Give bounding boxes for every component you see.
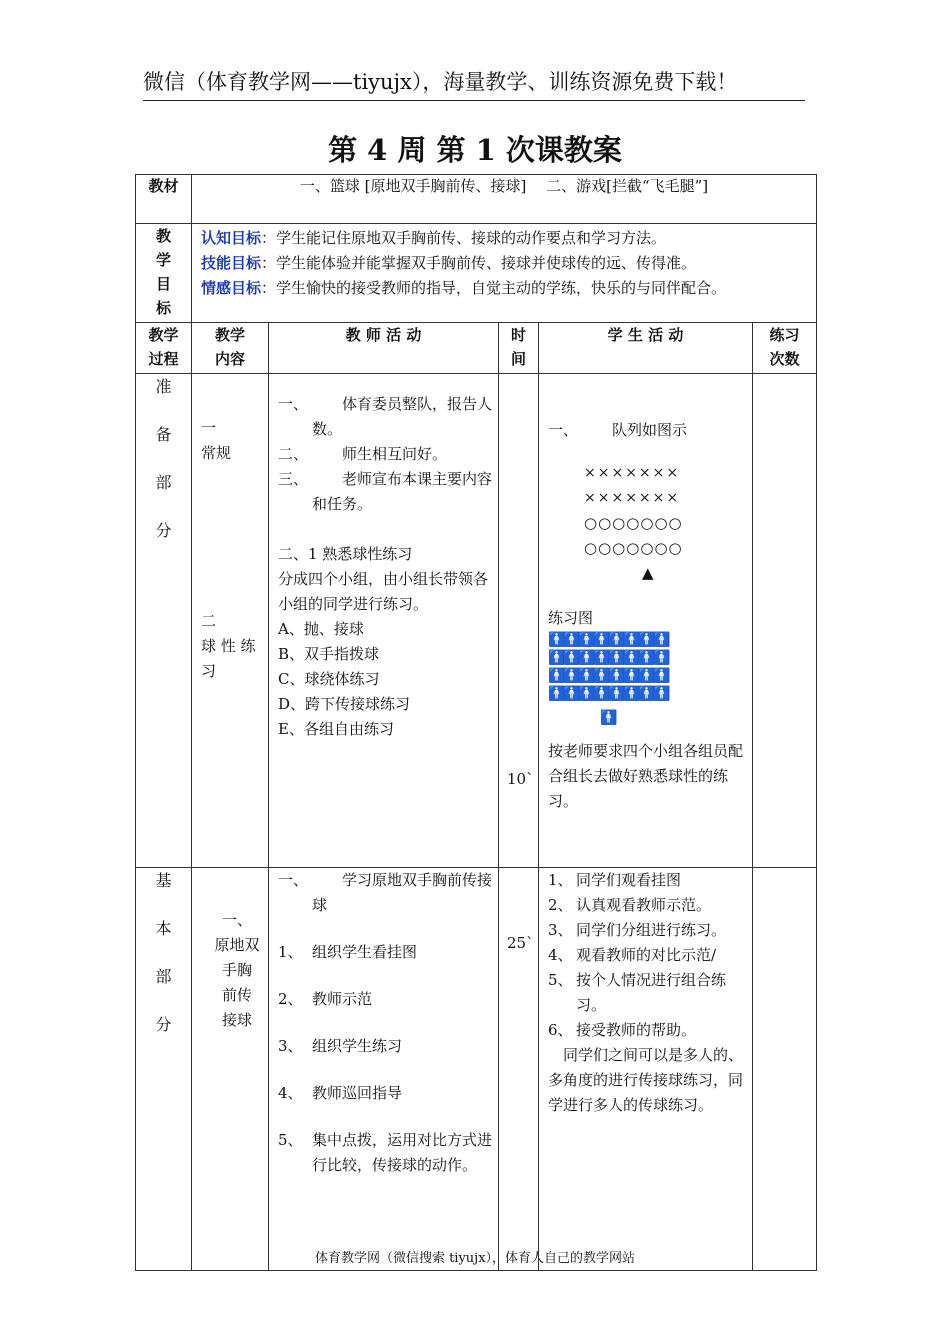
- goals-label-char: 教: [155, 227, 171, 245]
- basic-content-text: 接球: [221, 1011, 252, 1029]
- item-text: 体育委员整队，报告人数。: [312, 395, 493, 438]
- prep-label-char: 部: [155, 473, 172, 492]
- header-text: 教学: [148, 326, 179, 344]
- person-icon-blue: 🚹: [563, 686, 581, 702]
- person-icon-blue: 🚹: [653, 686, 671, 702]
- person-icon-red: 🚹: [638, 650, 656, 666]
- cognitive-goal: [192, 224, 816, 251]
- item-text: 教师示范: [312, 990, 373, 1008]
- basic-count: [753, 868, 817, 1271]
- list-item: [278, 987, 492, 1012]
- prep-time: [499, 374, 539, 868]
- header-student: 学 生 活 动: [539, 323, 753, 374]
- person-icon-blue: 🚹: [578, 668, 596, 684]
- basic-content-text: 前传: [221, 986, 252, 1004]
- basic-student-note: 同学们之间可以是多人的、多角度的进行传接球练习，同学进行多人的传球练习。: [548, 1046, 744, 1114]
- header-content: [192, 323, 269, 374]
- item-text: 学习原地双手胸前传接球: [312, 871, 493, 914]
- person-icon-red: 🚹: [653, 650, 671, 666]
- prep-count: [753, 374, 817, 868]
- drill-item: C、球绕体练习: [278, 670, 380, 688]
- drill-description: 分成四个小组，由小组长带领各小组的同学进行练习。: [278, 570, 489, 613]
- prep-content-text: 二: [201, 612, 217, 630]
- list-item: [548, 943, 746, 968]
- drill-title: 二、1 熟悉球性练习: [278, 545, 413, 563]
- item-number: 3、: [278, 1037, 303, 1055]
- header-teacher: 教 师 活 动: [269, 323, 499, 374]
- header-count: [753, 323, 817, 374]
- prep-time-value: 10`: [507, 770, 534, 788]
- item-number: 1、: [278, 943, 303, 961]
- cognitive-goal-label: 认知目标: [201, 229, 262, 247]
- header-text: 教学: [214, 326, 245, 344]
- person-icon-red: 🚹: [608, 650, 626, 666]
- prep-content-text: 一: [201, 419, 217, 437]
- item-text: 组织学生练习: [312, 1037, 403, 1055]
- person-icon-red: 🚹: [623, 632, 641, 648]
- goals-row: [136, 224, 817, 323]
- person-icon-blue: 🚹: [623, 668, 641, 684]
- list-item: [548, 868, 746, 893]
- prep-content-text: 常规: [201, 444, 232, 462]
- prep-student-note: 按老师要求四个小组各组员配合组长去做好熟悉球性的练习。: [548, 742, 744, 810]
- goals-label-char: 学: [155, 251, 171, 269]
- prep-content: [192, 374, 269, 868]
- list-item: [548, 1018, 746, 1043]
- person-icon-blue: 🚹: [563, 668, 581, 684]
- formation-row: ○○○○○○○: [584, 539, 683, 557]
- basic-content-text: 原地双: [214, 936, 260, 954]
- header-note: 微信（体育教学网——tiyujx），海量教学、训练资源免费下载！: [143, 66, 805, 101]
- basic-label-char: 本: [155, 919, 172, 938]
- material-label: 教材: [136, 175, 192, 224]
- item-text: 认真观看教师示范。: [576, 896, 712, 914]
- person-icon-red: 🚹: [623, 650, 641, 666]
- person-icon-red: 🚹: [548, 632, 566, 648]
- person-icon-blue: 🚹: [653, 668, 671, 684]
- person-icon-blue: 🚹: [608, 668, 626, 684]
- item-text: 组织学生看挂图: [312, 943, 418, 961]
- item-text: 集中点拨，运用对比方式进行比较，传接球的动作。: [312, 1131, 493, 1174]
- item-number: 5、: [278, 1131, 303, 1149]
- person-icon-red: 🚹: [578, 632, 596, 648]
- item-text: 按个人情况进行组合练习。: [576, 971, 727, 1014]
- prep-student: [539, 374, 753, 868]
- prep-content-text: 球 性 练: [201, 637, 256, 655]
- basic-label-char: 部: [155, 967, 172, 986]
- prep-row: [136, 374, 817, 868]
- item-text: 教师巡回指导: [312, 1084, 403, 1102]
- list-item: [278, 1128, 492, 1178]
- prep-content-text: 习: [201, 662, 217, 680]
- prep-label: [136, 374, 192, 868]
- person-icon-red: 🚹: [548, 650, 566, 666]
- header-time: [499, 323, 539, 374]
- person-icon-red: 🚹: [563, 632, 581, 648]
- item-number: 一、: [278, 871, 309, 889]
- figure-row-red: [548, 649, 752, 667]
- person-icon-red: 🚹: [638, 632, 656, 648]
- cognitive-goal-text: ：学生能记住原地双手胸前传、接球的动作要点和学习方法。: [261, 229, 667, 247]
- item-text: 观看教师的对比示范/: [576, 946, 717, 964]
- material-content: 一、篮球 [原地双手胸前传、接球] 二、游戏[拦截“飞毛腿”]: [192, 175, 817, 224]
- page-title: 第 4 周 第 1 次课教案: [328, 133, 622, 167]
- header-process: [136, 323, 192, 374]
- emotion-goal: [192, 276, 816, 301]
- person-icon-red: 🚹: [578, 650, 596, 666]
- figure-row-blue: [548, 667, 752, 685]
- basic-student: [539, 868, 753, 1271]
- header-text: 时: [510, 326, 526, 344]
- list-item: [548, 893, 746, 918]
- skill-goal: [192, 251, 816, 276]
- formation-caption: [548, 418, 752, 443]
- person-icon-red: 🚹: [563, 650, 581, 666]
- lesson-plan-table: [135, 174, 817, 1271]
- list-item: [278, 940, 492, 965]
- goals-content: [192, 224, 817, 323]
- list-item: [278, 467, 492, 517]
- item-number: 一、: [548, 421, 579, 439]
- item-number: 二、: [278, 445, 309, 463]
- drill-item: A、抛、接球: [278, 620, 364, 638]
- prep-teacher: [269, 374, 499, 868]
- prep-label-char: 备: [155, 425, 172, 444]
- basic-label-char: 基: [155, 871, 172, 890]
- goals-label: [136, 224, 192, 323]
- basic-content-text: 手胸: [221, 961, 252, 979]
- person-icon-red: 🚹: [593, 650, 611, 666]
- figure-row-blue: [548, 685, 752, 703]
- basic-time: [499, 868, 539, 1271]
- basic-time-value: 25`: [507, 934, 534, 952]
- person-icon-blue: 🚹: [548, 668, 566, 684]
- emotion-goal-label: 情感目标: [201, 279, 262, 297]
- list-item: [278, 442, 492, 467]
- item-number: 6、: [548, 1021, 573, 1039]
- drill-item: D、跨下传接球练习: [278, 695, 411, 713]
- drill-item: B、双手指拨球: [278, 645, 380, 663]
- header-text: 过程: [148, 350, 179, 368]
- item-number: 三、: [278, 470, 309, 488]
- basic-teacher: [269, 868, 499, 1271]
- material-row: [136, 175, 817, 224]
- list-item: [548, 968, 746, 1018]
- item-text: 同学们观看挂图: [576, 871, 682, 889]
- basic-content-text: 一、: [221, 911, 252, 929]
- item-number: 4、: [548, 946, 573, 964]
- person-icon-blue: 🚹: [593, 668, 611, 684]
- item-number: 2、: [548, 896, 573, 914]
- list-item: [548, 918, 746, 943]
- formation-row: ×××××××: [584, 490, 681, 506]
- item-text: 老师宣布本课主要内容和任务。: [312, 470, 493, 513]
- drill-item: E、各组自由练习: [278, 720, 394, 738]
- header-row: [136, 323, 817, 374]
- basic-label: [136, 868, 192, 1271]
- person-icon-brown: 🚹: [600, 710, 618, 726]
- person-icon-red: 🚹: [593, 632, 611, 648]
- list-item: [278, 1034, 492, 1059]
- goals-label-char: 目: [155, 275, 171, 293]
- item-text: 师生相互问好。: [312, 445, 448, 463]
- person-icon-blue: 🚹: [593, 686, 611, 702]
- item-number: 1、: [548, 871, 573, 889]
- person-icon-blue: 🚹: [608, 686, 626, 702]
- header-text: 内容: [214, 350, 245, 368]
- basic-content: [192, 868, 269, 1271]
- person-icon-red: 🚹: [608, 632, 626, 648]
- person-icon-blue: 🚹: [638, 686, 656, 702]
- person-icon-blue: 🚹: [638, 668, 656, 684]
- person-icon-blue: 🚹: [578, 686, 596, 702]
- item-number: 5、: [548, 971, 573, 989]
- item-text: 同学们分组进行练习。: [576, 921, 727, 939]
- prep-label-char: 分: [155, 521, 172, 540]
- item-number: 4、: [278, 1084, 303, 1102]
- teacher-triangle-icon: ▲: [642, 564, 654, 582]
- basic-row: [136, 868, 817, 1271]
- header-text: 练习: [769, 326, 800, 344]
- item-number: 3、: [548, 921, 573, 939]
- skill-goal-label: 技能目标: [201, 254, 262, 272]
- header-text: 次数: [769, 350, 800, 368]
- item-text: 队列如图示: [582, 421, 688, 439]
- list-item: [278, 868, 492, 918]
- skill-goal-text: ：学生能体验并能掌握双手胸前传、接球并使球传的远、传得准。: [261, 254, 697, 272]
- formation-row: ×××××××: [584, 465, 681, 481]
- basic-label-char: 分: [155, 1015, 172, 1034]
- person-icon-blue: 🚹: [623, 686, 641, 702]
- formation-row: ○○○○○○○: [584, 514, 683, 532]
- figure-row-red: [548, 631, 752, 649]
- goals-label-char: 标: [155, 299, 171, 317]
- list-item: [278, 1081, 492, 1106]
- person-icon-blue: 🚹: [548, 686, 566, 702]
- practice-diagram: [548, 631, 752, 727]
- header-text: 间: [510, 350, 526, 368]
- practice-diagram-label: 练习图: [548, 609, 594, 627]
- item-text: 接受教师的帮助。: [576, 1021, 697, 1039]
- page-footer: 体育教学网（微信搜索 tiyujx），体育人自己的教学网站: [314, 1251, 636, 1266]
- item-number: 一、: [278, 395, 309, 413]
- prep-label-char: 准: [155, 377, 172, 396]
- person-icon-red: 🚹: [653, 632, 671, 648]
- list-item: [278, 392, 492, 442]
- item-number: 2、: [278, 990, 303, 1008]
- emotion-goal-text: ：学生愉快的接受教师的指导，自觉主动的学练，快乐的与同伴配合。: [261, 279, 727, 297]
